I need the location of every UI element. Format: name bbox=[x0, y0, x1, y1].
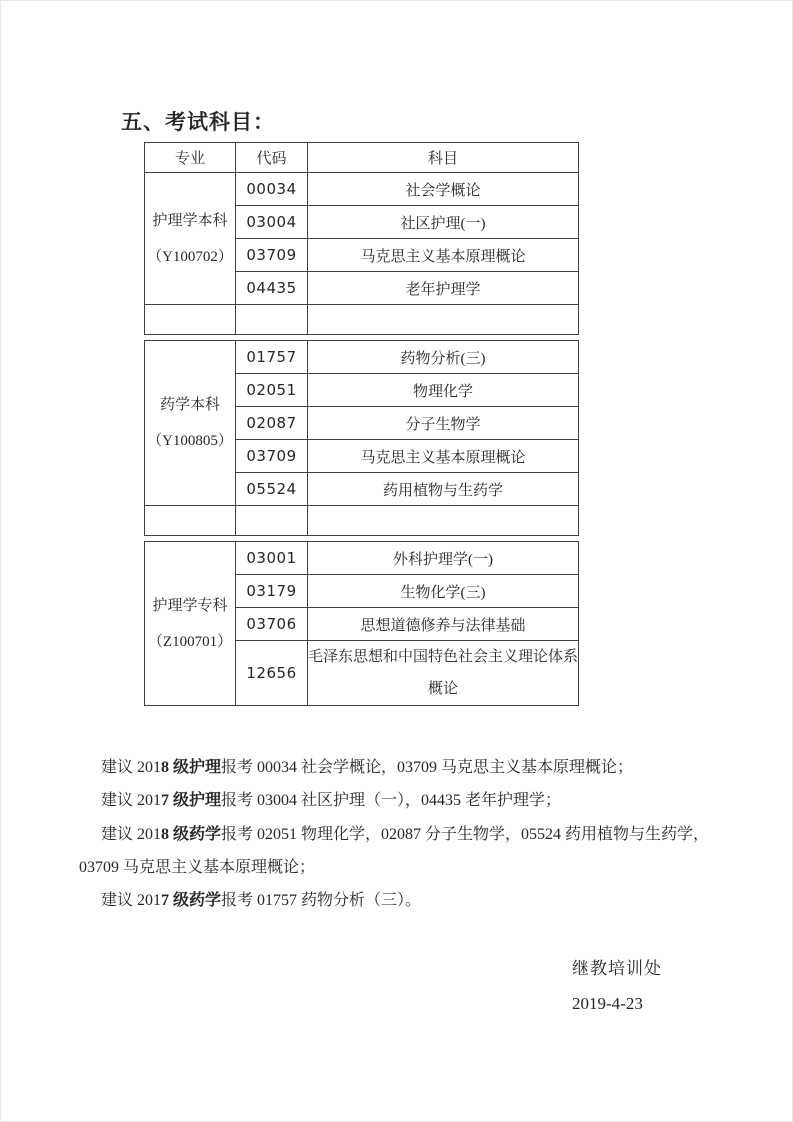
major-name: 药学本科 bbox=[159, 397, 220, 413]
suggestion-text: 报考 03004 社区护理（一），04435 老年护理学； bbox=[221, 792, 562, 810]
subject-code: 04435 bbox=[236, 272, 308, 305]
table-row bbox=[145, 542, 579, 575]
suggestion-text: 报考 01757 药物分析（三）。 bbox=[221, 892, 422, 910]
empty-cell bbox=[236, 305, 308, 335]
major-code: （Z100701） bbox=[147, 633, 233, 650]
subject-code: 02051 bbox=[236, 374, 308, 407]
suggestion-text: 建议 201 bbox=[101, 825, 162, 843]
subject-name: 思想道德修养与法律基础 bbox=[308, 608, 579, 641]
subject-code: 03179 bbox=[236, 575, 308, 608]
signature-date: 2019-4-23 bbox=[572, 994, 643, 1013]
empty-cell bbox=[145, 305, 236, 335]
header-major: 专业 bbox=[145, 143, 236, 173]
subject-code: 03709 bbox=[236, 440, 308, 473]
exam-table-pharmacy-undergrad bbox=[144, 340, 579, 536]
empty-cell bbox=[145, 506, 236, 536]
suggestion-text: 报考 00034 社会学概论，03709 马克思主义基本原理概论； bbox=[221, 759, 634, 776]
suggestion-line bbox=[79, 751, 779, 784]
suggestions-block bbox=[79, 751, 779, 917]
subject-name: 药物分析(三) bbox=[308, 341, 579, 374]
suggestion-text: 建议 201 bbox=[101, 792, 162, 810]
suggestion-text: 报考 02051 物理化学，02087 分子生物学，05524 药用植物与生药学， bbox=[221, 825, 710, 843]
subject-code: 02087 bbox=[236, 407, 308, 440]
header-code: 代码 bbox=[236, 143, 308, 173]
suggestion-line bbox=[79, 784, 779, 817]
subject-name: 毛泽东思想和中国特色社会主义理论体系概论 bbox=[308, 641, 579, 706]
suggestion-bold-text: 8 级药学 bbox=[161, 825, 222, 843]
subject-code: 00034 bbox=[236, 173, 308, 206]
table-row bbox=[145, 173, 579, 206]
major-name: 护理学本科 bbox=[152, 212, 228, 229]
suggestion-text: 建议 201 bbox=[101, 892, 162, 910]
suggestion-line bbox=[79, 818, 779, 851]
exam-subjects-tables bbox=[144, 142, 579, 711]
subject-code: 03706 bbox=[236, 608, 308, 641]
suggestion-text: 03709 马克思主义基本原理概论； bbox=[79, 858, 316, 876]
signature-block bbox=[572, 951, 662, 1021]
subject-name: 外科护理学(一) bbox=[308, 542, 579, 575]
subject-name: 社区护理(一) bbox=[308, 206, 579, 239]
empty-cell bbox=[236, 506, 308, 536]
subject-name: 物理化学 bbox=[308, 374, 579, 407]
suggestion-line-continuation bbox=[79, 851, 779, 884]
subject-name: 生物化学(三) bbox=[308, 575, 579, 608]
suggestion-text: 建议 201 bbox=[101, 759, 162, 776]
major-code: （Y100805） bbox=[147, 433, 233, 449]
subject-code: 01757 bbox=[236, 341, 308, 374]
subject-code: 12656 bbox=[236, 641, 308, 706]
major-cell bbox=[145, 542, 236, 706]
subject-name: 分子生物学 bbox=[308, 407, 579, 440]
suggestion-bold-text: 7 级护理 bbox=[161, 792, 222, 810]
exam-table-nursing-undergrad bbox=[144, 142, 579, 335]
table-row bbox=[145, 341, 579, 374]
subject-name: 老年护理学 bbox=[308, 272, 579, 305]
major-cell bbox=[145, 173, 236, 305]
empty-row bbox=[145, 506, 579, 536]
major-name: 护理学专科 bbox=[152, 597, 228, 614]
exam-table-nursing-associate bbox=[144, 541, 579, 706]
subject-code: 03001 bbox=[236, 542, 308, 575]
subject-code: 03004 bbox=[236, 206, 308, 239]
subject-code: 03709 bbox=[236, 239, 308, 272]
empty-cell bbox=[308, 305, 579, 335]
section-heading: 五、考试科目： bbox=[121, 110, 275, 134]
signature-department: 继教培训处 bbox=[572, 959, 662, 978]
empty-row bbox=[145, 305, 579, 335]
subject-code: 05524 bbox=[236, 473, 308, 506]
major-cell bbox=[145, 341, 236, 506]
header-subject: 科目 bbox=[308, 143, 579, 173]
subject-name: 社会学概论 bbox=[308, 173, 579, 206]
subject-name: 药用植物与生药学 bbox=[308, 473, 579, 506]
suggestion-line bbox=[79, 884, 779, 917]
subject-name: 马克思主义基本原理概论 bbox=[308, 239, 579, 272]
suggestion-bold-text: 7 级药学 bbox=[161, 892, 222, 910]
suggestion-bold-text: 8 级护理 bbox=[161, 759, 222, 776]
subject-name: 马克思主义基本原理概论 bbox=[308, 440, 579, 473]
empty-cell bbox=[308, 506, 579, 536]
major-code: （Y100702） bbox=[147, 248, 233, 265]
table-header-row bbox=[145, 143, 579, 173]
